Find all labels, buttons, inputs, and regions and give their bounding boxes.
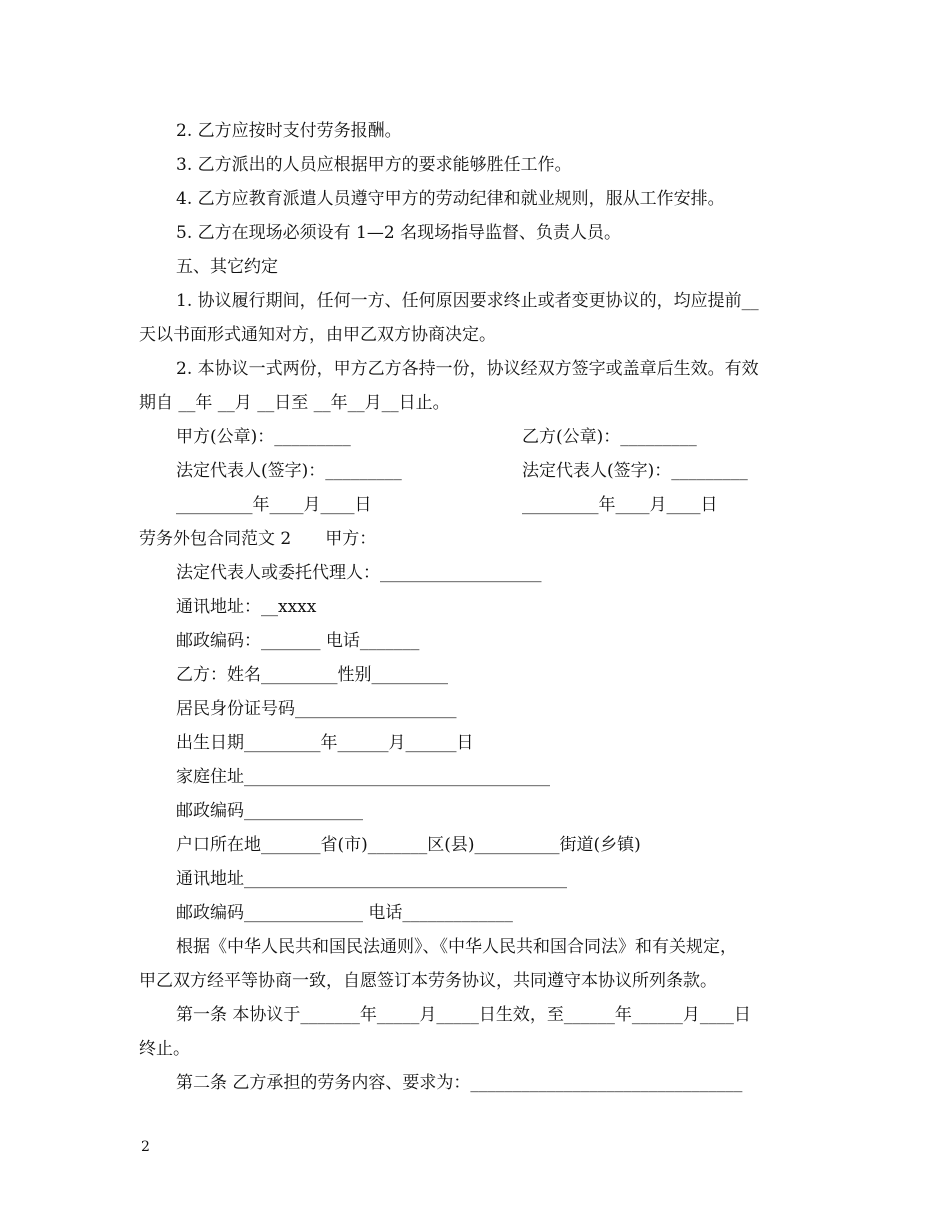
form-line: 邮政编码______________ xyxy=(176,801,363,821)
article-line: 第二条 乙方承担的劳务内容、要求为：________________________________ xyxy=(176,1073,743,1093)
form-line: 法定代表人或委托代理人：___________________ xyxy=(176,563,542,583)
clause-line: 期自 __年 __月 __日至 __年__月__日止。 xyxy=(139,393,450,413)
party-b-date-line: _________年____月____日 xyxy=(522,495,718,515)
form-line: 邮政编码______________ 电话_____________ xyxy=(176,903,513,923)
party-a-date-line: _________年____月____日 xyxy=(176,495,372,515)
party-b-rep-line: 法定代表人(签字)：_________ xyxy=(522,461,748,481)
clause-line: 1. 协议履行期间，任何一方、任何原因要求终止或者变更协议的，均应提前__ xyxy=(176,291,759,311)
form-line: 居民身份证号码___________________ xyxy=(176,699,457,719)
section-heading: 五、其它约定 xyxy=(176,257,278,277)
form-line: 通讯地址______________________________________ xyxy=(176,869,567,889)
party-b-seal-line: 乙方(公章)：_________ xyxy=(522,427,697,447)
article-line: 终止。 xyxy=(139,1039,190,1059)
clause-line: 3. 乙方派出的人员应根据甲方的要求能够胜任工作。 xyxy=(176,155,572,175)
clause-line: 天以书面形式通知对方，由甲乙双方协商决定。 xyxy=(139,325,496,345)
form-line: 乙方：姓名_________性别_________ xyxy=(176,665,448,685)
page-number: 2 xyxy=(141,1139,150,1155)
form-line: 出生日期_________年______月______日 xyxy=(176,733,474,753)
body-text-line: 根据《中华人民共和国民法通则》、《中华人民共和国合同法》和有关规定， xyxy=(176,937,737,957)
form-line: 邮政编码：_______ 电话_______ xyxy=(176,631,420,651)
clause-line: 5. 乙方在现场必须设有 1—2 名现场指导监督、负责人员。 xyxy=(176,223,622,243)
form-line: 户口所在地_______省(市)_______区(县)__________街道(乡镇) xyxy=(176,835,641,855)
form-line: 通讯地址：__xxxx xyxy=(176,597,317,617)
clause-line: 4. 乙方应教育派遣人员遵守甲方的劳动纪律和就业规则，服从工作安排。 xyxy=(176,189,725,209)
body-text-line: 甲乙双方经平等协商一致，自愿签订本劳务协议，共同遵守本协议所列条款。 xyxy=(139,971,717,991)
form-line: 家庭住址____________________________________ xyxy=(176,767,550,787)
document-title-line: 劳务外包合同范文 2 甲方： xyxy=(139,529,377,549)
article-line: 第一条 本协议于_______年_____月_____日生效，至______年______月____日 xyxy=(176,1005,751,1025)
party-a-rep-line: 法定代表人(签字)：_________ xyxy=(176,461,402,481)
clause-line: 2. 本协议一式两份，甲方乙方各持一份，协议经双方签字或盖章后生效。有效 xyxy=(176,359,759,379)
clause-line: 2. 乙方应按时支付劳务报酬。 xyxy=(176,121,402,141)
party-a-seal-line: 甲方(公章)：_________ xyxy=(176,427,351,447)
